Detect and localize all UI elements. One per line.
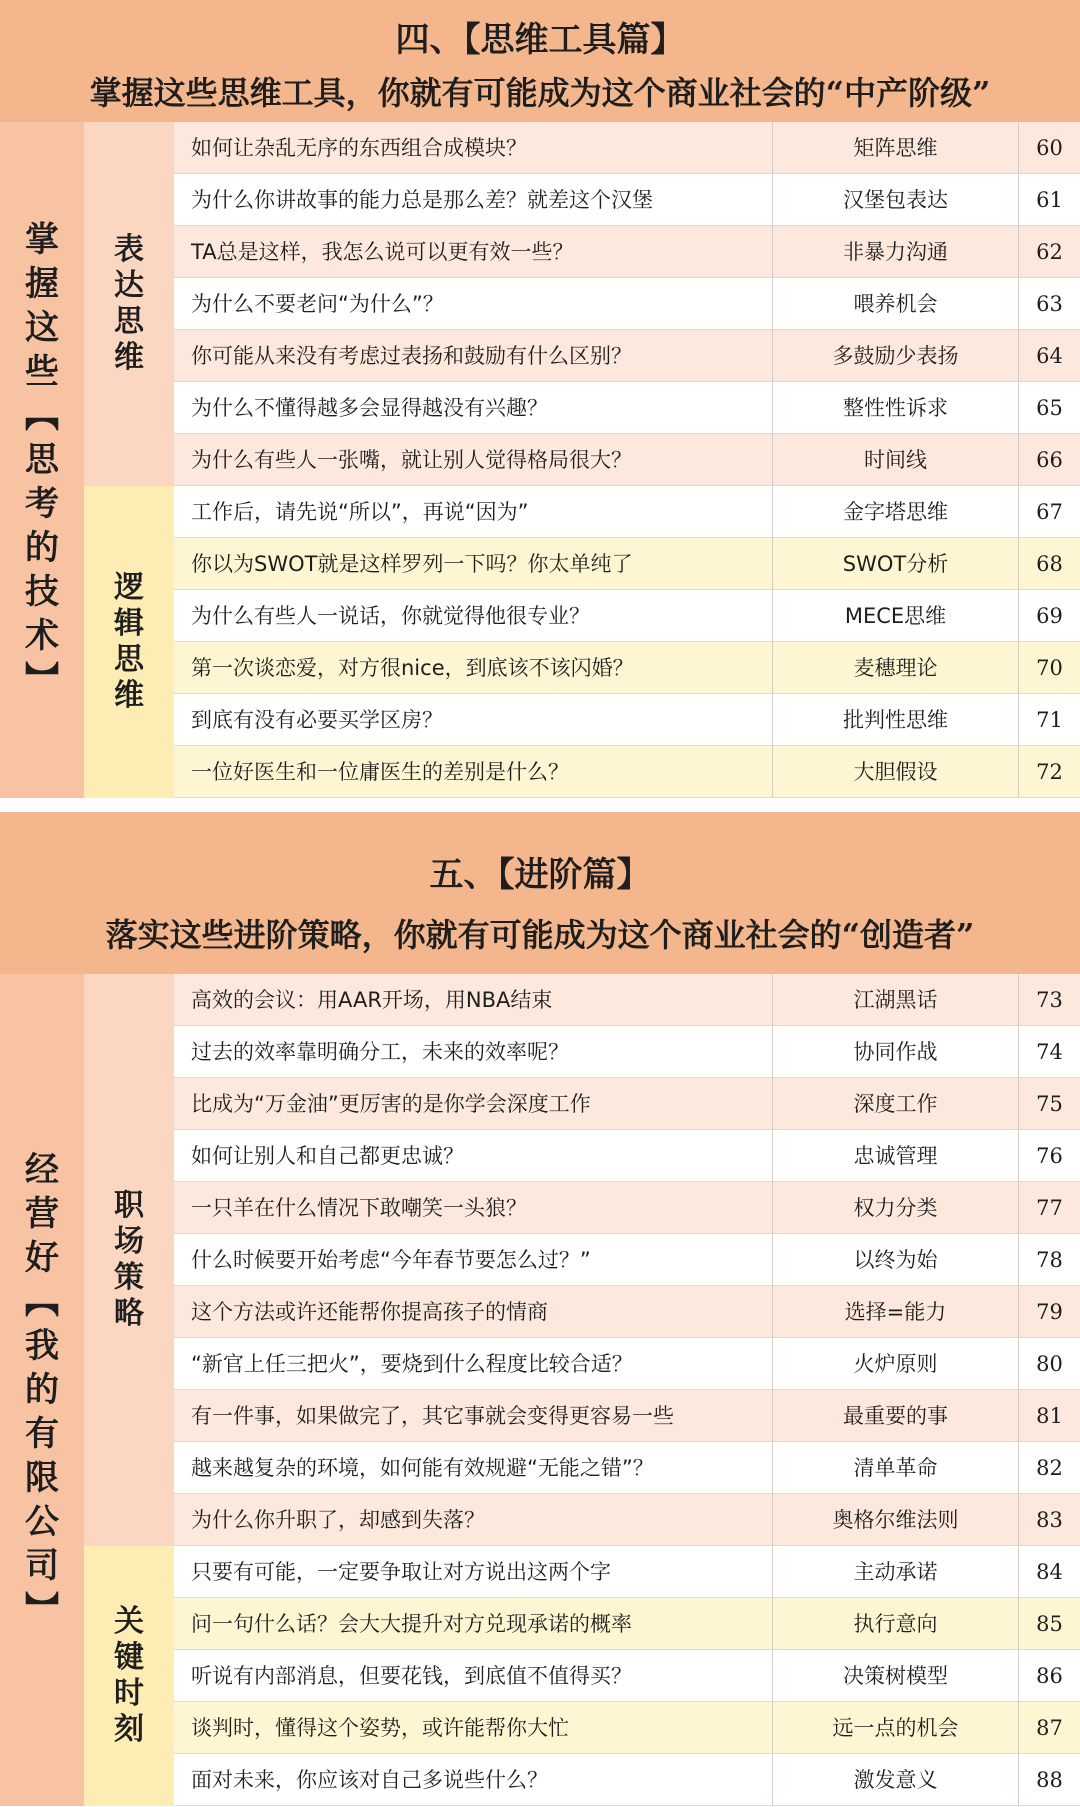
part-label-char: 限 [25,1458,59,1498]
row-number: 77 [1018,1182,1080,1234]
table-row [174,122,1080,174]
row-question: 听说有内部消息，但要花钱，到底值不值得买？ [191,1664,632,1688]
row-number: 71 [1018,694,1080,746]
row-number: 74 [1018,1026,1080,1078]
row-question: 你可能从来没有考虑过表扬和鼓励有什么区别？ [191,344,632,368]
row-number: 76 [1018,1130,1080,1182]
table-row [174,1598,1080,1650]
table-row [174,486,1080,538]
table-row [174,330,1080,382]
group-label [84,1546,174,1806]
part-label-char: 有 [25,1414,59,1454]
row-tool: 决策树模型 [772,1650,1018,1702]
part-label-char: 公 [25,1502,59,1542]
row-question: 为什么不懂得越多会显得越没有兴趣？ [191,396,548,420]
row-tool: 选择=能力 [772,1286,1018,1338]
group-label [84,122,174,486]
part-label-char: 掌 [25,220,59,260]
table-row [174,1234,1080,1286]
row-number: 62 [1018,226,1080,278]
part-label-char: 的 [25,528,59,568]
row-number: 86 [1018,1650,1080,1702]
table-row [174,1650,1080,1702]
table-row [174,974,1080,1026]
row-tool: 协同作战 [772,1026,1018,1078]
row-tool: SWOT分析 [772,538,1018,590]
group-label [84,974,174,1546]
row-number: 73 [1018,974,1080,1026]
row-number: 68 [1018,538,1080,590]
row-tool: 汉堡包表达 [772,174,1018,226]
table-row [174,1546,1080,1598]
part-label [0,122,84,798]
row-tool: 喂养机会 [772,278,1018,330]
table-row [174,1026,1080,1078]
row-number: 67 [1018,486,1080,538]
row-question: 为什么你升职了，却感到失落？ [191,1508,485,1532]
section-separator [0,798,1080,804]
part-label-char: ︻ [25,396,59,436]
row-question: 你以为SWOT就是这样罗列一下吗？你太单纯了 [191,552,633,576]
part-label-char: ︼ [25,660,59,700]
row-number: 82 [1018,1442,1080,1494]
group-label-char: 策 [114,1260,144,1295]
group-label-char: 刻 [114,1712,144,1747]
part-label-char: ︼ [25,1590,59,1630]
row-question: 如何让别人和自己都更忠诚？ [191,1144,464,1168]
part-label-char: ︻ [25,1282,59,1322]
row-question: 这个方法或许还能帮你提高孩子的情商 [191,1300,548,1324]
group-label-char: 场 [114,1224,144,1259]
row-number: 85 [1018,1598,1080,1650]
row-tool: 火炉原则 [772,1338,1018,1390]
row-tool: 主动承诺 [772,1546,1018,1598]
row-tool: 麦穗理论 [772,642,1018,694]
section-subtitle: 掌握这些思维工具，你就有可能成为这个商业社会的“中产阶级” [89,74,991,112]
table-row [174,590,1080,642]
table-row [174,538,1080,590]
row-question: 高效的会议：用AAR开场，用NBA结束 [191,988,553,1012]
table-row [174,174,1080,226]
row-number: 80 [1018,1338,1080,1390]
row-number: 65 [1018,382,1080,434]
row-number: 88 [1018,1754,1080,1806]
part-column [0,122,84,798]
row-number: 60 [1018,122,1080,174]
group-label [84,486,174,798]
row-number: 70 [1018,642,1080,694]
part-column [0,974,84,1806]
row-number: 69 [1018,590,1080,642]
part-label [0,974,84,1806]
group-label-char: 时 [114,1676,144,1711]
row-question: 比成为“万金油”更厉害的是你学会深度工作 [191,1092,591,1116]
section-subtitle: 落实这些进阶策略，你就有可能成为这个商业社会的“创造者” [105,916,975,954]
table-row [174,746,1080,798]
row-question: 工作后，请先说“所以”，再说“因为” [191,500,529,524]
section-title: 四、【思维工具篇】 [395,20,685,60]
table-row [174,1182,1080,1234]
group-label-char: 辑 [114,606,144,641]
group-label-char: 思 [114,642,144,677]
row-tool: 批判性思维 [772,694,1018,746]
row-question: 一位好医生和一位庸医生的差别是什么？ [191,760,569,784]
row-question: 问一句什么话？会大大提升对方兑现承诺的概率 [191,1612,632,1636]
group-column [84,1546,174,1806]
table-row [174,1754,1080,1806]
row-question: 第一次谈恋爱，对方很nice，到底该不该闪婚？ [191,656,634,680]
row-tool: 最重要的事 [772,1390,1018,1442]
row-number: 66 [1018,434,1080,486]
row-question: 为什么有些人一说话，你就觉得他很专业？ [191,604,590,628]
section-banner [0,0,1080,122]
row-question: 有一件事，如果做完了，其它事就会变得更容易一些 [191,1404,674,1428]
table-row [174,434,1080,486]
row-tool: 远一点的机会 [772,1702,1018,1754]
row-number: 64 [1018,330,1080,382]
row-number: 72 [1018,746,1080,798]
row-tool: 清单革命 [772,1442,1018,1494]
part-label-char: 好 [25,1238,59,1278]
part-label-char: 我 [25,1326,59,1366]
row-tool: 权力分类 [772,1182,1018,1234]
row-tool: 忠诚管理 [772,1130,1018,1182]
row-question: 只要有可能，一定要争取让对方说出这两个字 [191,1560,611,1584]
row-tool: 深度工作 [772,1078,1018,1130]
part-label-char: 术 [25,616,59,656]
part-label-char: 司 [25,1546,59,1586]
row-tool: 整性性诉求 [772,382,1018,434]
row-number: 79 [1018,1286,1080,1338]
row-number: 87 [1018,1702,1080,1754]
row-number: 75 [1018,1078,1080,1130]
row-question: 面对未来，你应该对自己多说些什么？ [191,1768,548,1792]
table-row [174,226,1080,278]
row-question: 一只羊在什么情况下敢嘲笑一头狼？ [191,1196,527,1220]
group-label-char: 达 [114,268,144,303]
row-tool: 执行意向 [772,1598,1018,1650]
table-row [174,1494,1080,1546]
row-tool: 非暴力沟通 [772,226,1018,278]
part-label-char: 这 [25,308,59,348]
row-question: 越来越复杂的环境，如何能有效规避“无能之错”？ [191,1456,654,1480]
row-tool: 大胆假设 [772,746,1018,798]
row-tool: 金字塔思维 [772,486,1018,538]
group-label-char: 逻 [114,570,144,605]
row-question: 到底有没有必要买学区房？ [191,708,443,732]
row-question: “新官上任三把火”，要烧到什么程度比较合适？ [191,1352,633,1376]
row-number: 78 [1018,1234,1080,1286]
table-row [174,1390,1080,1442]
table-row [174,1442,1080,1494]
row-question: 如何让杂乱无序的东西组合成模块？ [191,136,527,160]
table-row [174,278,1080,330]
row-number: 61 [1018,174,1080,226]
row-tool: 激发意义 [772,1754,1018,1806]
table-row [174,642,1080,694]
table-row [174,1130,1080,1182]
table-row [174,1338,1080,1390]
group-label-char: 略 [114,1296,144,1331]
table-row [174,1078,1080,1130]
group-column [84,486,174,798]
row-question: 什么时候要开始考虑“今年春节要怎么过？” [191,1248,591,1272]
row-question: 谈判时，懂得这个姿势，或许能帮你大忙 [191,1716,569,1740]
row-question: TA总是这样，我怎么说可以更有效一些？ [191,240,574,264]
part-label-char: 思 [25,440,59,480]
part-label-char: 的 [25,1370,59,1410]
row-tool: 矩阵思维 [772,122,1018,174]
row-number: 81 [1018,1390,1080,1442]
group-label-char: 关 [114,1604,144,1639]
table-row [174,1702,1080,1754]
part-label-char: 握 [25,264,59,304]
row-question: 为什么你讲故事的能力总是那么差？就差这个汉堡 [191,188,653,212]
group-label-char: 思 [114,304,144,339]
part-label-char: 营 [25,1194,59,1234]
row-tool: 奥格尔维法则 [772,1494,1018,1546]
row-tool: 江湖黑话 [772,974,1018,1026]
group-label-char: 表 [114,232,144,267]
group-label-char: 维 [114,340,144,375]
section-banner [0,812,1080,974]
group-label-char: 键 [114,1640,144,1675]
part-label-char: 技 [25,572,59,612]
group-label-char: 维 [114,678,144,713]
table-row [174,1286,1080,1338]
section-title: 五、【进阶篇】 [429,855,651,895]
row-question: 为什么有些人一张嘴，就让别人觉得格局很大？ [191,448,632,472]
row-tool: MECE思维 [772,590,1018,642]
part-label-char: 考 [25,484,59,524]
row-number: 84 [1018,1546,1080,1598]
row-question: 为什么不要老问“为什么”？ [191,292,444,316]
row-tool: 多鼓励少表扬 [772,330,1018,382]
row-question: 过去的效率靠明确分工，未来的效率呢？ [191,1040,569,1064]
part-label-char: 些 [25,352,59,392]
part-label-char: 经 [25,1150,59,1190]
group-column [84,122,174,486]
group-column [84,974,174,1546]
group-label-char: 职 [114,1188,144,1223]
row-number: 83 [1018,1494,1080,1546]
table-row [174,382,1080,434]
table-row [174,694,1080,746]
row-tool: 时间线 [772,434,1018,486]
row-number: 63 [1018,278,1080,330]
row-tool: 以终为始 [772,1234,1018,1286]
